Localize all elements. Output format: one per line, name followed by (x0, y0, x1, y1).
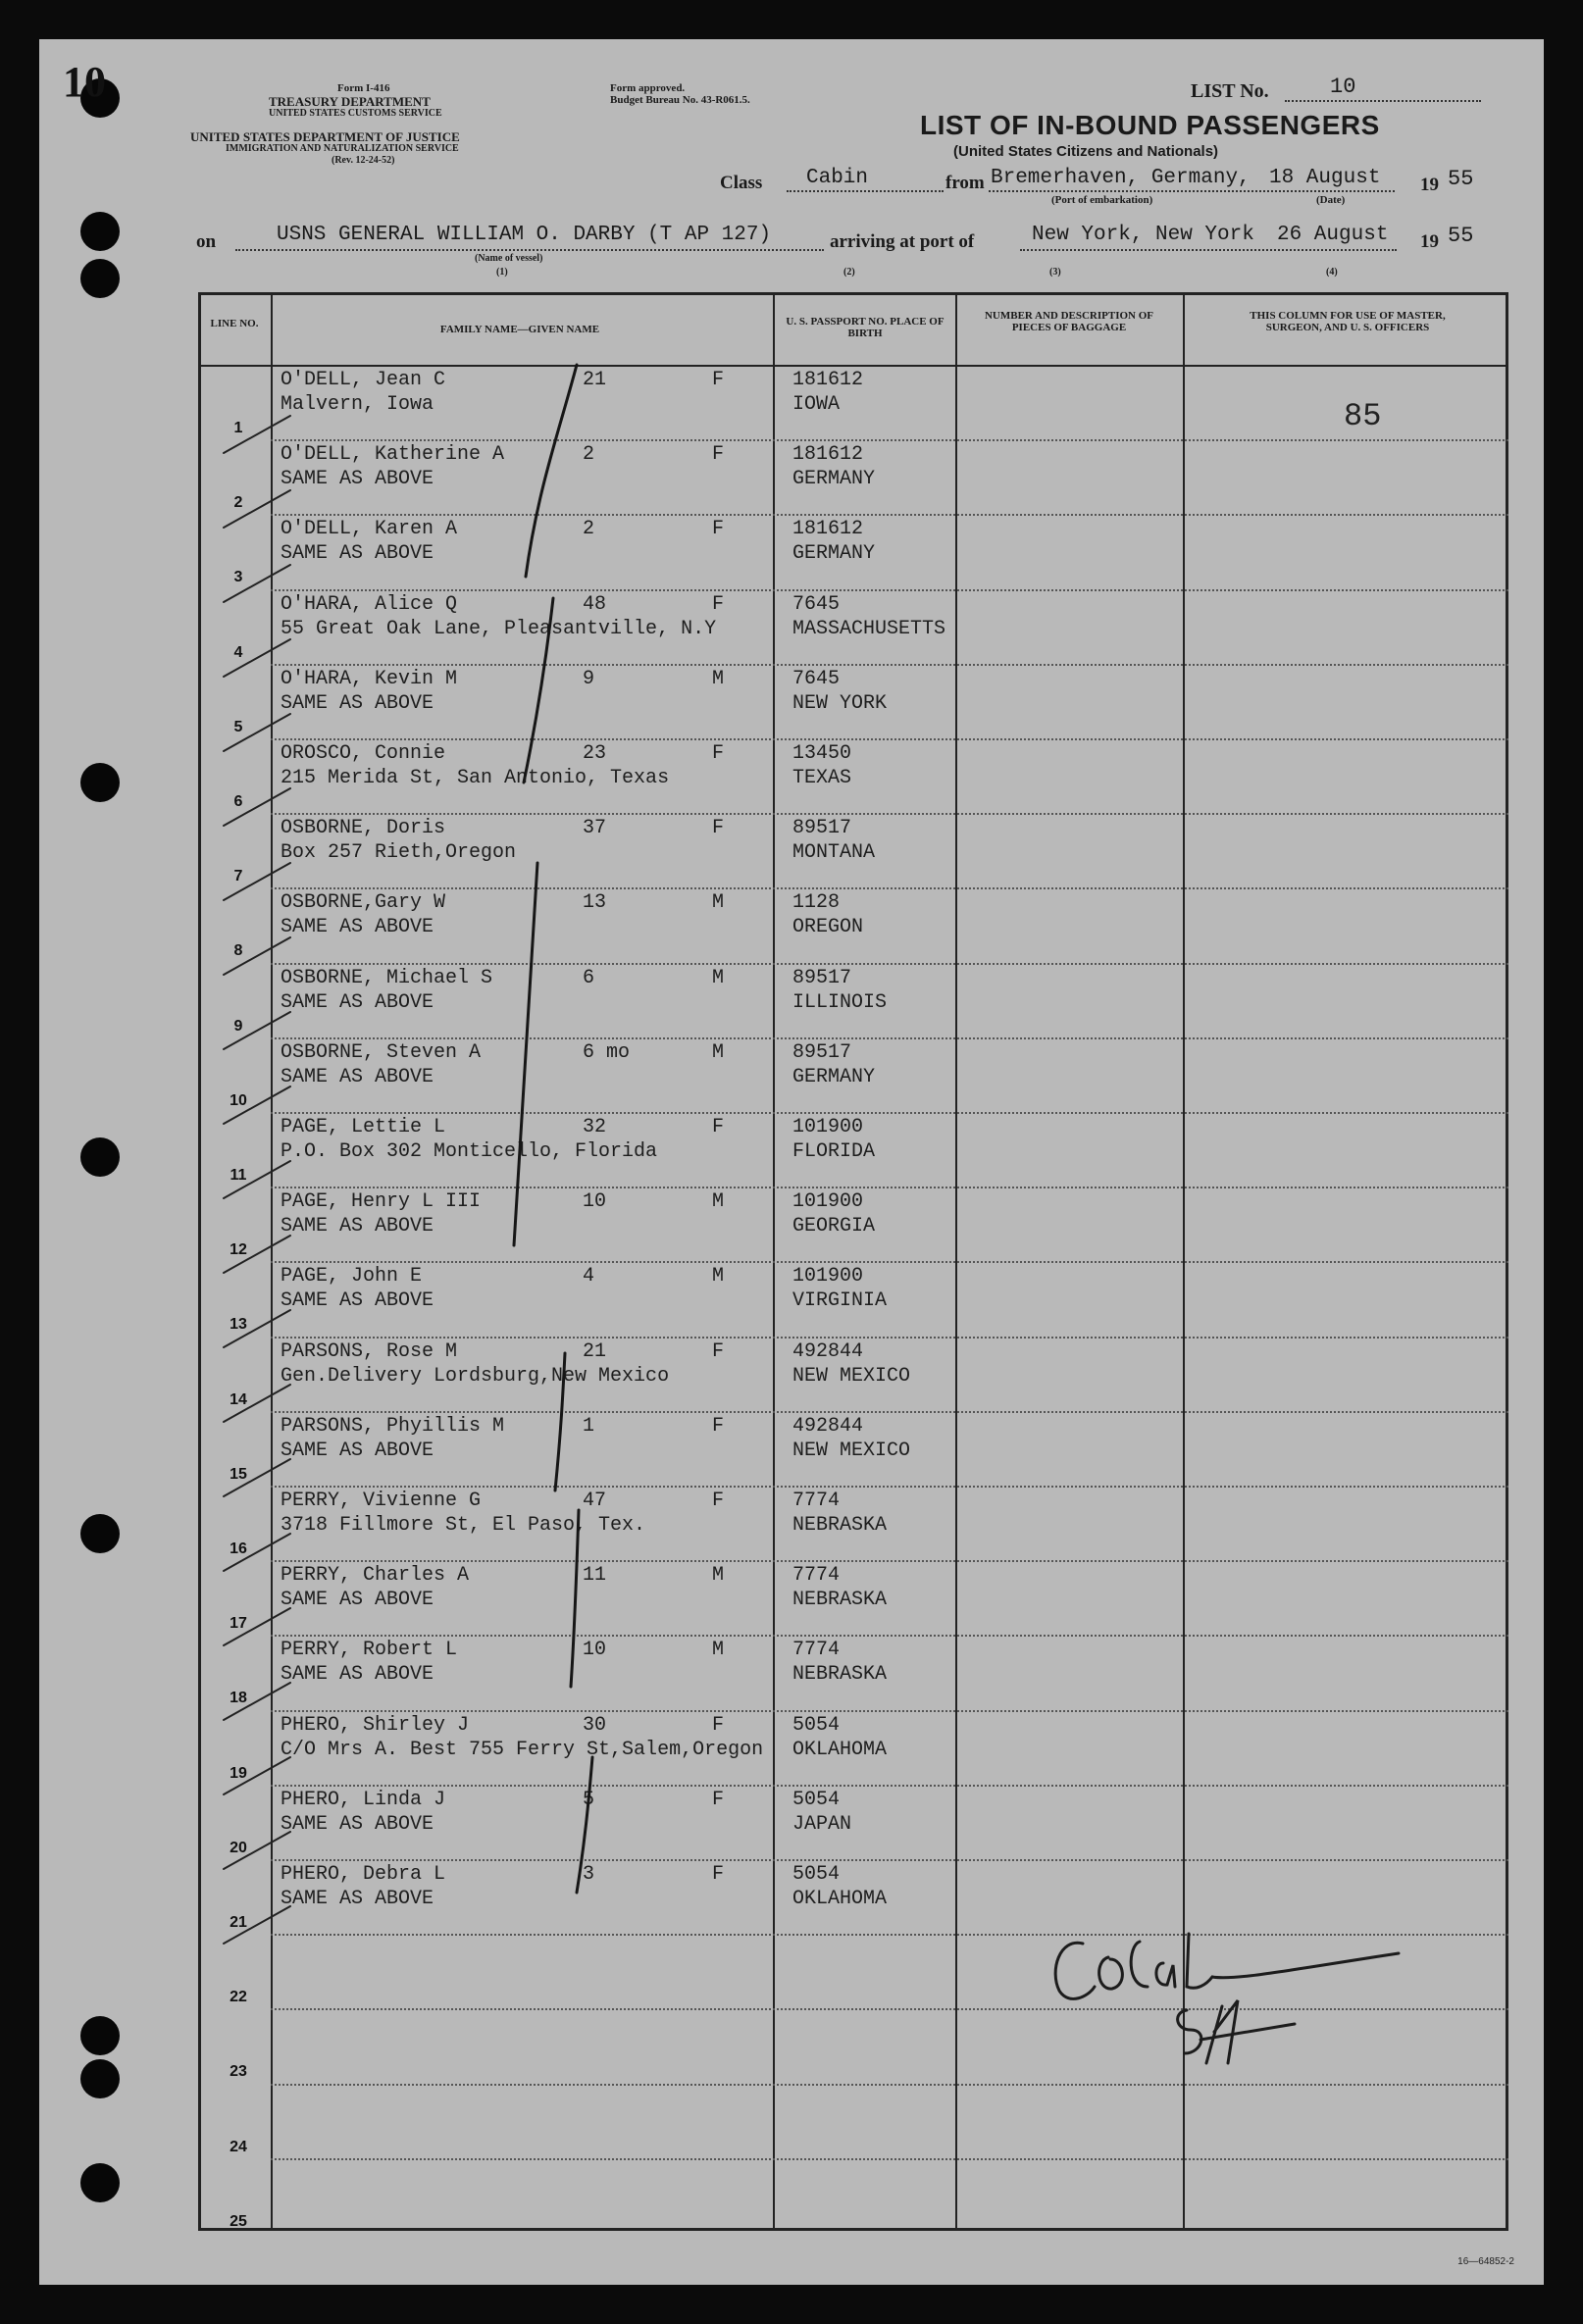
line-number: 14 (230, 1390, 247, 1408)
passenger-address: SAME AS ABOVE (281, 990, 434, 1014)
tick-mark (224, 863, 290, 900)
passenger-address: SAME AS ABOVE (281, 542, 434, 566)
line-number: 5 (233, 718, 243, 735)
passenger-sex: M (712, 966, 725, 989)
caption-2: (2) (843, 267, 855, 278)
passenger-age: 10 (583, 1190, 607, 1214)
revision-date: (Rev. 12-24-52) (332, 155, 395, 166)
passenger-sex: F (712, 592, 725, 616)
passenger-name: OROSCO, Connie (281, 742, 446, 765)
passenger-sex: M (712, 1265, 725, 1288)
passenger-name: PAGE, John E (281, 1265, 423, 1288)
passport-number: 89517 (792, 817, 852, 840)
tick-mark (224, 1757, 290, 1794)
page-subtitle: (United States Citizens and Nationals) (953, 143, 1219, 160)
arrival-date: 26 August (1277, 224, 1389, 246)
passport-number: 7645 (792, 667, 841, 690)
passport-number: 492844 (792, 1339, 864, 1363)
passenger-age: 21 (583, 1339, 607, 1363)
tick-mark (224, 1161, 290, 1198)
tick-mark (224, 1310, 290, 1347)
birthplace: GERMANY (792, 542, 876, 566)
passport-number: 101900 (792, 1265, 864, 1288)
line-number: 12 (230, 1241, 247, 1259)
treasury-dept: TREASURY DEPARTMENT (269, 94, 431, 109)
line-number: 24 (230, 2138, 247, 2155)
arrival-year-prefix: 19 (1420, 231, 1439, 252)
line-number: 9 (233, 1017, 243, 1035)
line-number: 7 (233, 868, 243, 885)
list-no-value: 10 (1330, 75, 1356, 99)
caption-1: (1) (496, 267, 508, 278)
passenger-name: PARSONS, Phyillis M (281, 1414, 505, 1438)
line-number: 23 (230, 2063, 247, 2081)
line-number: 19 (230, 1764, 247, 1782)
passenger-address: SAME AS ABOVE (281, 1065, 434, 1088)
from-label: from (945, 173, 985, 193)
passenger-sex: F (712, 1490, 725, 1512)
date-caption: (Date) (1316, 194, 1346, 206)
passenger-sex: M (712, 1040, 725, 1064)
passport-number: 5054 (792, 1788, 841, 1811)
form-approved: Form approved. (610, 82, 686, 94)
passenger-sex: F (712, 518, 725, 541)
passenger-name: PHERO, Linda J (281, 1788, 446, 1811)
class-label: Class (720, 173, 763, 193)
embark-year-prefix: 19 (1420, 175, 1439, 195)
tick-mark (224, 416, 290, 453)
tick-mark (224, 1236, 290, 1273)
passenger-name: PHERO, Debra L (281, 1863, 446, 1886)
passenger-age: 47 (583, 1490, 607, 1512)
birthplace: IOWA (792, 393, 841, 416)
passenger-name: O'DELL, Jean C (281, 369, 446, 391)
line-number: 4 (233, 643, 243, 661)
tick-mark (224, 937, 290, 975)
tick-mark (224, 1832, 290, 1869)
birthplace: TEXAS (792, 767, 852, 789)
passenger-name: PARSONS, Rose M (281, 1339, 458, 1363)
check-stroke (524, 598, 553, 783)
officer-signature (1055, 1934, 1399, 2063)
line-number: 21 (230, 1914, 247, 1931)
ins-service: IMMIGRATION AND NATURALIZATION SERVICE (226, 143, 459, 154)
vessel-name: USNS GENERAL WILLIAM O. DARBY (T AP 127) (277, 224, 772, 246)
port-caption: (Port of embarkation) (1051, 194, 1153, 206)
passenger-age: 30 (583, 1713, 607, 1737)
passenger-name: O'DELL, Katherine A (281, 443, 505, 467)
passenger-address: SAME AS ABOVE (281, 1888, 434, 1910)
passenger-address: SAME AS ABOVE (281, 468, 434, 491)
tick-mark (224, 1012, 290, 1049)
check-stroke (514, 863, 537, 1245)
passenger-sex: M (712, 891, 725, 915)
passenger-age: 2 (583, 443, 595, 467)
tick-mark (224, 639, 290, 677)
passenger-name: O'DELL, Karen A (281, 518, 458, 541)
passport-number: 7774 (792, 1639, 841, 1662)
birthplace: OKLAHOMA (792, 1888, 888, 1910)
tick-mark (224, 1534, 290, 1571)
line-number: 15 (230, 1465, 247, 1483)
passport-number: 7645 (792, 592, 841, 616)
passenger-age: 5 (583, 1788, 595, 1811)
passenger-name: PERRY, Charles A (281, 1564, 470, 1588)
birthplace: ILLINOIS (792, 990, 888, 1014)
col-header-line: LINE NO. (210, 318, 259, 329)
passport-number: 89517 (792, 966, 852, 989)
passenger-name: OSBORNE, Michael S (281, 966, 493, 989)
line-number: 11 (230, 1167, 247, 1184)
line-number: 6 (233, 793, 243, 810)
line-number: 18 (230, 1690, 247, 1707)
tick-mark (224, 788, 290, 826)
birthplace: NEBRASKA (792, 1663, 888, 1687)
officer-count: 85 (1344, 398, 1382, 434)
passenger-address: SAME AS ABOVE (281, 1439, 434, 1462)
birthplace: JAPAN (792, 1812, 852, 1836)
passport-number: 5054 (792, 1713, 841, 1737)
passenger-sex: F (712, 1116, 725, 1138)
caption-4: (4) (1326, 267, 1338, 278)
budget-bureau: Budget Bureau No. 43-R061.5. (610, 94, 750, 106)
passport-number: 181612 (792, 443, 864, 467)
passenger-name: PAGE, Henry L III (281, 1190, 482, 1214)
passenger-name: OSBORNE,Gary W (281, 891, 446, 915)
passenger-address: Gen.Delivery Lordsburg,New Mexico (281, 1364, 670, 1388)
tick-mark (224, 565, 290, 602)
passenger-age: 21 (583, 369, 607, 391)
arrival-port: New York, New York (1032, 224, 1254, 246)
birthplace: NEBRASKA (792, 1514, 888, 1537)
passenger-name: O'HARA, Kevin M (281, 667, 458, 690)
passport-number: 5054 (792, 1863, 841, 1886)
passenger-address: Box 257 Rieth,Oregon (281, 841, 517, 865)
line-number: 10 (230, 1091, 247, 1109)
class-value: Cabin (806, 167, 869, 189)
passenger-sex: M (712, 1639, 725, 1662)
passport-number: 181612 (792, 369, 864, 391)
passenger-age: 4 (583, 1265, 595, 1288)
line-number: 2 (233, 494, 243, 512)
passenger-address: 55 Great Oak Lane, Pleasantville, N.Y (281, 617, 717, 640)
on-label: on (196, 231, 217, 252)
passenger-address: 3718 Fillmore St, El Paso, Tex. (281, 1514, 646, 1537)
line-number: 25 (230, 2212, 247, 2230)
passenger-age: 11 (583, 1564, 607, 1588)
col-header-officers: THIS COLUMN FOR USE OF MASTER, SURGEON, AND U. S. OFFICERS (1250, 310, 1446, 333)
passenger-age: 9 (583, 667, 595, 690)
birthplace: VIRGINIA (792, 1289, 888, 1313)
page-title: LIST OF IN-BOUND PASSENGERS (920, 110, 1380, 140)
birthplace: NEW MEXICO (792, 1364, 911, 1388)
check-stroke (555, 1353, 565, 1490)
passenger-address: Malvern, Iowa (281, 393, 434, 416)
passenger-name: OSBORNE, Doris (281, 817, 446, 840)
passenger-sex: M (712, 1190, 725, 1214)
birthplace: MONTANA (792, 841, 876, 865)
passenger-age: 23 (583, 742, 607, 765)
passenger-age: 2 (583, 518, 595, 541)
passenger-sex: F (712, 1339, 725, 1363)
passenger-sex: F (712, 1713, 725, 1737)
birthplace: FLORIDA (792, 1140, 876, 1163)
tick-mark (224, 1906, 290, 1944)
form-print-code: 16—64852-2 (1457, 2256, 1514, 2267)
vessel-caption: (Name of vessel) (475, 253, 543, 264)
check-stroke (526, 365, 577, 577)
list-no-label: LIST No. (1191, 80, 1269, 102)
line-number: 1 (233, 420, 243, 436)
passenger-sex: F (712, 1788, 725, 1811)
birthplace: GERMANY (792, 468, 876, 491)
passport-number: 7774 (792, 1564, 841, 1588)
passenger-sex: F (712, 443, 725, 467)
passport-number: 181612 (792, 518, 864, 541)
passenger-sex: F (712, 817, 725, 840)
passenger-name: PHERO, Shirley J (281, 1713, 470, 1737)
passenger-sex: F (712, 742, 725, 765)
justice-dept: UNITED STATES DEPARTMENT OF JUSTICE (190, 129, 460, 144)
arrival-year: 55 (1448, 224, 1474, 248)
birthplace: GERMANY (792, 1065, 876, 1088)
line-number: 13 (230, 1316, 247, 1334)
check-stroke (571, 1510, 579, 1687)
passenger-address: P.O. Box 302 Monticello, Florida (281, 1140, 658, 1163)
passenger-name: PERRY, Robert L (281, 1639, 458, 1662)
passenger-age: 32 (583, 1116, 607, 1138)
passport-number: 89517 (792, 1040, 852, 1064)
col-header-passport: U. S. PASSPORT NO. PLACE OF BIRTH (786, 316, 945, 339)
passenger-age: 3 (583, 1863, 595, 1886)
tick-mark (224, 1086, 290, 1124)
passenger-age: 37 (583, 817, 607, 840)
passenger-address: SAME AS ABOVE (281, 1215, 434, 1238)
passenger-sex: M (712, 1564, 725, 1588)
passport-number: 13450 (792, 742, 852, 765)
passenger-name: O'HARA, Alice Q (281, 592, 458, 616)
form-number: Form I-416 (337, 82, 390, 94)
passenger-age: 48 (583, 592, 607, 616)
line-number: 20 (230, 1839, 247, 1856)
passenger-address: 215 Merida St, San Antonio, Texas (281, 767, 670, 789)
passenger-name: PERRY, Vivienne G (281, 1490, 482, 1512)
line-number: 17 (230, 1615, 247, 1633)
passenger-address: SAME AS ABOVE (281, 1812, 434, 1836)
tick-mark (224, 1459, 290, 1496)
caption-3: (3) (1049, 267, 1061, 278)
passenger-age: 6 (583, 966, 595, 989)
customs-service: UNITED STATES CUSTOMS SERVICE (269, 108, 442, 119)
birthplace: OREGON (792, 916, 864, 939)
check-stroke (577, 1757, 595, 1893)
passport-number: 7774 (792, 1490, 841, 1512)
embark-date: 18 August (1269, 167, 1381, 189)
tick-mark (224, 1385, 290, 1422)
passenger-sex: F (712, 369, 725, 391)
corner-list-mark: 10 (63, 58, 106, 106)
passenger-sex: F (712, 1863, 725, 1886)
birthplace: NEW MEXICO (792, 1439, 911, 1462)
birthplace: GEORGIA (792, 1215, 876, 1238)
tick-mark (224, 490, 290, 528)
passenger-name: OSBORNE, Steven A (281, 1040, 482, 1064)
passport-number: 101900 (792, 1116, 864, 1138)
passenger-address: SAME AS ABOVE (281, 1663, 434, 1687)
passenger-age: 1 (583, 1414, 595, 1438)
embark-year: 55 (1448, 167, 1474, 191)
col-header-baggage: NUMBER AND DESCRIPTION OF PIECES OF BAGGAGE (984, 310, 1154, 333)
passenger-name: PAGE, Lettie L (281, 1116, 446, 1138)
line-number: 22 (230, 1989, 247, 2006)
tick-mark (224, 714, 290, 751)
passenger-address: SAME AS ABOVE (281, 1589, 434, 1612)
arriving-label: arriving at port of (830, 231, 975, 252)
tick-mark (224, 1683, 290, 1720)
passport-number: 101900 (792, 1190, 864, 1214)
embark-port: Bremerhaven, Germany, (991, 167, 1251, 189)
passenger-address: SAME AS ABOVE (281, 1289, 434, 1313)
line-number: 16 (230, 1541, 247, 1557)
birthplace: MASSACHUSETTS (792, 617, 946, 640)
passport-number: 1128 (792, 891, 841, 915)
passport-number: 492844 (792, 1414, 864, 1438)
tick-mark (224, 1608, 290, 1645)
passenger-address: SAME AS ABOVE (281, 916, 434, 939)
passenger-address: SAME AS ABOVE (281, 691, 434, 715)
col-header-name: FAMILY NAME—GIVEN NAME (439, 324, 600, 335)
birthplace: OKLAHOMA (792, 1738, 888, 1761)
line-number: 3 (233, 569, 243, 586)
line-number: 8 (233, 942, 243, 960)
passenger-age: 6 mo (583, 1040, 631, 1064)
birthplace: NEW YORK (792, 691, 888, 715)
passenger-sex: M (712, 667, 725, 690)
passenger-age: 10 (583, 1639, 607, 1662)
birthplace: NEBRASKA (792, 1589, 888, 1612)
passenger-sex: F (712, 1414, 725, 1438)
passenger-age: 13 (583, 891, 607, 915)
passenger-address: C/O Mrs A. Best 755 Ferry St,Salem,Oregon (281, 1738, 764, 1761)
